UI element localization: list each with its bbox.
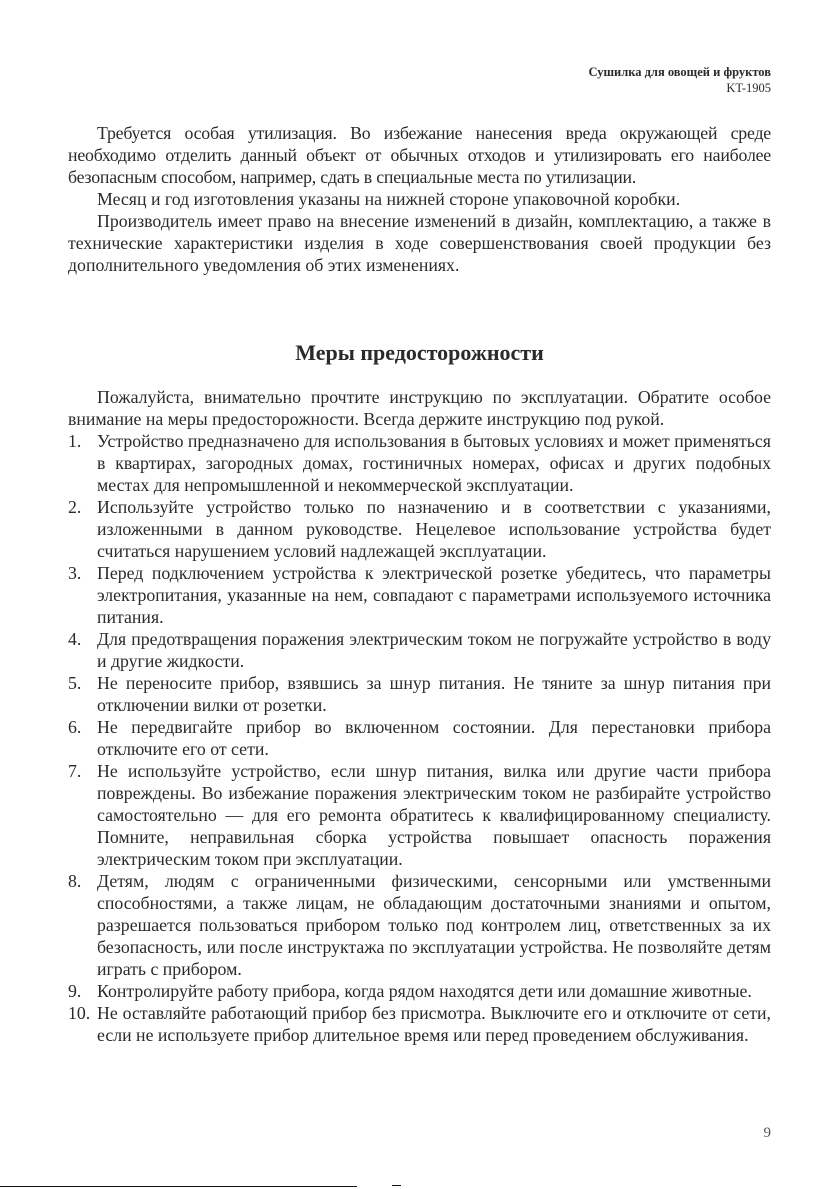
manufacture-date-paragraph: Месяц и год изготовления указаны на нижней стороне упаковочной коробки. bbox=[97, 189, 681, 209]
item-number: 8. bbox=[68, 871, 82, 891]
disposal-paragraph: Требуется особая утилизация. Во избежание нанесения вреда окружающей среде необходимо отделить данный объект от обычных отходов и утилизировать его наиболее безопасным способом, например, сдать в специальные места по утилизации. bbox=[68, 123, 771, 187]
item-number: 7. bbox=[68, 761, 82, 781]
list-item bbox=[68, 562, 771, 628]
list-item bbox=[68, 1002, 771, 1046]
item-text: Устройство предназначено для использования в бытовых условиях и может применяться в квартирах, загородных домах, гостиничных номерах, офисах и других подобных местах для непромышленной и некоммерческой эксплуатации. bbox=[97, 431, 771, 495]
item-text: Не оставляйте работающий прибор без присмотра. Выключите его и отключите от сети, если не используете прибор длительное время или перед проведением обслуживания. bbox=[97, 1003, 771, 1045]
item-number: 5. bbox=[68, 673, 82, 693]
list-item bbox=[68, 760, 771, 870]
list-item bbox=[68, 496, 771, 562]
item-text: Используйте устройство только по назначению и в соответствии с указаниями, изложенными в данном руководстве. Нецелевое использование устройства будет считаться нарушением условий надлежащей эксплуатации. bbox=[97, 497, 771, 561]
item-number: 2. bbox=[68, 497, 82, 517]
precautions-section bbox=[68, 386, 771, 1046]
item-number: 9. bbox=[68, 981, 82, 1001]
intro-text bbox=[68, 122, 771, 276]
section-heading: Меры предосторожности bbox=[295, 340, 544, 365]
list-item bbox=[68, 430, 771, 496]
item-text: Перед подключением устройства к электрической розетке убедитесь, что параметры электропитания, указанные на нем, совпадают с параметрами используемого источника питания. bbox=[97, 563, 771, 627]
item-number: 3. bbox=[68, 563, 82, 583]
item-text: Не используйте устройство, если шнур питания, вилка или другие части прибора повреждены. Во избежание поражения электрическим током не разбирайте устройство самостоятельно — для его ремонта обратитесь к квалифицированному специалисту. Помните, неправильная сборка устройства повышает опасность поражения электрическим током при эксплуатации. bbox=[97, 761, 771, 869]
product-model: KT-1905 bbox=[726, 81, 771, 95]
manufacturer-rights-paragraph: Производитель имеет право на внесение изменений в дизайн, комплектацию, а также в технические характеристики изделия в ходе совершенствования своей продукции без дополнительного уведомления об этих изменениях. bbox=[68, 211, 771, 275]
footer-rule bbox=[0, 1186, 357, 1187]
item-number: 4. bbox=[68, 629, 82, 649]
item-number: 10. bbox=[68, 1003, 91, 1023]
item-text: Детям, людям с ограниченными физическими, сенсорными или умственными способностями, а также лицам, не обладающим достаточными знаниями и опытом, разрешается пользоваться прибором только под контролем лиц, ответственных за их безопасность, или после инструктажа по эксплуатации устройства. Не позволяйте детям играть с прибором. bbox=[97, 871, 771, 979]
item-text: Не передвигайте прибор во включенном состоянии. Для перестановки прибора отключите его от сети. bbox=[97, 717, 771, 759]
list-item bbox=[68, 628, 771, 672]
page-header bbox=[588, 64, 771, 96]
item-number: 6. bbox=[68, 717, 82, 737]
list-item bbox=[68, 870, 771, 980]
item-text: Не переносите прибор, взявшись за шнур питания. Не тяните за шнур питания при отключении вилки от розетки. bbox=[97, 673, 771, 715]
list-item bbox=[68, 672, 771, 716]
item-number: 1. bbox=[68, 431, 82, 451]
item-text: Контролируйте работу прибора, когда рядом находятся дети или домашние животные. bbox=[97, 981, 752, 1001]
list-item bbox=[68, 716, 771, 760]
footer-mark bbox=[392, 1185, 401, 1186]
page-number: 9 bbox=[763, 1125, 771, 1141]
precautions-intro: Пожалуйста, внимательно прочтите инструкцию по эксплуатации. Обратите особое внимание на меры предосторожности. Всегда держите инструкцию под рукой. bbox=[68, 387, 771, 429]
product-title: Сушилка для овощей и фруктов bbox=[588, 65, 771, 79]
precautions-list bbox=[68, 430, 771, 1046]
list-item bbox=[68, 980, 771, 1002]
item-text: Для предотвращения поражения электрическим током не погружайте устройство в воду и другие жидкости. bbox=[97, 629, 771, 671]
